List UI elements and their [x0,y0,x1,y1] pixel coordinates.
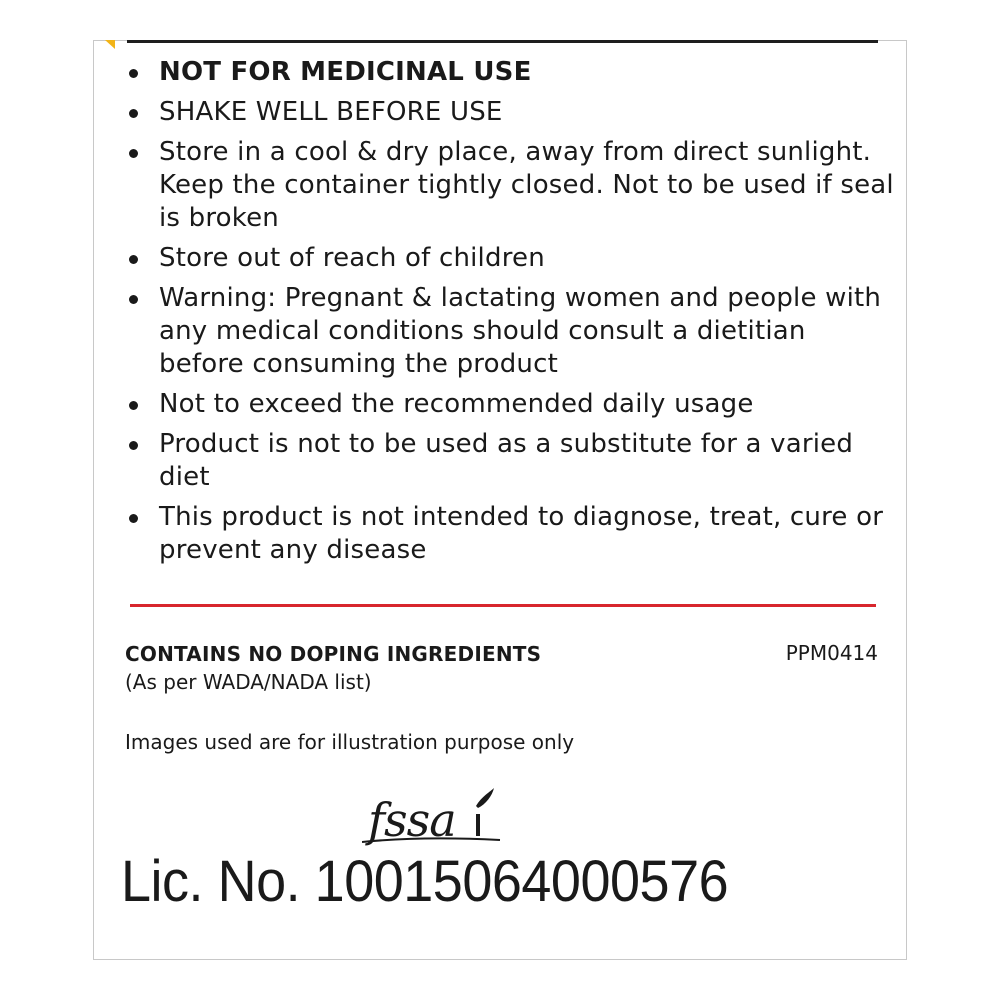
bullet-icon [129,295,138,304]
list-item: Store in a cool & dry place, away from direct sunlight. Keep the container tightly closed. Not to be used if seal is broken [124,136,894,235]
bullet-icon [129,441,138,450]
doping-subtitle: (As per WADA/NADA list) [125,670,372,694]
fssai-logo [362,784,502,850]
svg-text:fssa: fssa [368,793,456,847]
bullet-icon [129,149,138,158]
license-number: Lic. No. 10015064000576 [121,849,729,914]
list-item: Warning: Pregnant & lactating women and people with any medical conditions should consult a dietitian before consuming the product [124,282,894,381]
images-note: Images used are for illustration purpose only [125,730,575,754]
red-divider [130,604,876,607]
list-item: Product is not to be used as a substitute for a varied diet [124,428,894,494]
list-item: NOT FOR MEDICINAL USE [124,56,894,89]
list-item: This product is not intended to diagnose, treat, cure or prevent any disease [124,501,894,567]
list-item: Store out of reach of children [124,242,894,275]
bullet-icon [129,109,138,118]
top-border-bar [127,40,878,43]
list-item: Not to exceed the recommended daily usage [124,388,894,421]
bullet-icon [129,514,138,523]
bullet-icon [129,255,138,264]
doping-title: CONTAINS NO DOPING INGREDIENTS [125,642,542,666]
corner-accent [105,40,115,49]
bullet-icon [129,401,138,410]
bullet-icon [129,69,138,78]
warning-list [124,56,894,574]
product-code: PPM0414 [785,641,878,665]
list-item: SHAKE WELL BEFORE USE [124,96,894,129]
